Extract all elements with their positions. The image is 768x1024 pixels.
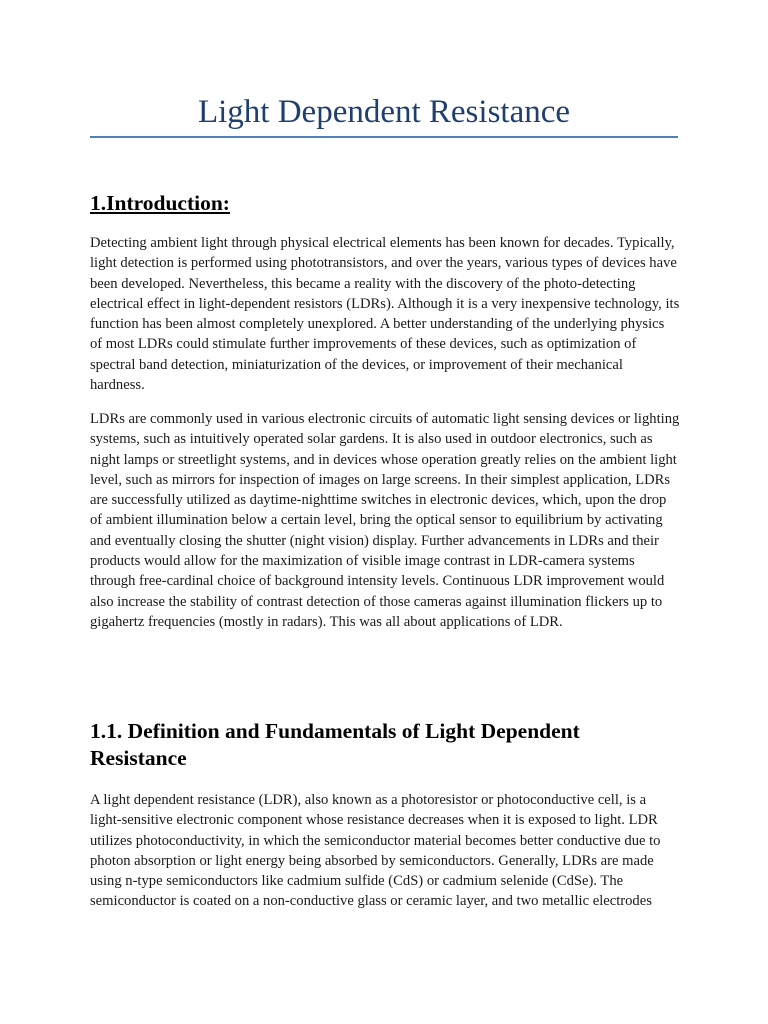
paragraph-definition-1: A light dependent resistance (LDR), also known as a photoresistor or photoconductive cell, is a light-sensitive electronic component whose resistance decreases when it is exposed to light. LDR utilizes photoconductivity, in which the semiconductor material becomes better conductive due to photon absorption or light energy being absorbed by semiconductors. Generally, LDRs are made using n-type semiconductors like cadmium sulfide (CdS) or cadmium selenide (CdSe). The semiconductor is coated on a non-conductive glass or ceramic layer, and two metallic electrodes (90, 792, 661, 910)
paragraph-introduction-2: LDRs are commonly used in various electronic circuits of automatic light sensing devices or lighting systems, such as intuitively operated solar gardens. It is also used in outdoor electronics, such as night lamps or streetlight systems, and in devices whose operation greatly relies on the ambient light level, such as mirrors for inspection of images on large screens. In their simplest application, LDRs are successfully utilized as daytime-nighttime switches in electronic devices, which, upon the drop of ambient illumination below a certain level, bring the optical sensor to equilibrium by activating and eventually closing the shutter (night vision) display. Further advancements in LDRs and their products would allow for the maximization of visible image contrast in LDR-camera systems through free-cardinal choice of background intensity levels. Continuous LDR improvement would also increase the stability of contrast detection of those cameras against illumination flickers up to gigahertz frequencies (mostly in radars). This was all about applications of LDR. (90, 411, 680, 630)
section-heading-definition: 1.1. Definition and Fundamentals of Light Dependent Resistance (90, 719, 580, 770)
section-heading-introduction: 1.Introduction: (90, 191, 230, 215)
paragraph-introduction-1: Detecting ambient light through physical electrical elements has been known for decades. Typically, light detection is performed using phototransistors, and over the years, various types of devices have been developed. Nevertheless, this became a reality with the discovery of the photo-detecting electrical effect in light-dependent resistors (LDRs). Although it is a very inexpensive technology, its function has been almost completely unexplored. A better understanding of the underlying physics of most LDRs could stimulate further improvements of these devices, such as optimization of spectral band detection, miniaturization of the devices, or improvement of their mechanical hardness. (90, 235, 680, 394)
document-title: Light Dependent Resistance (197, 94, 571, 130)
title-underline-rule (90, 136, 678, 138)
